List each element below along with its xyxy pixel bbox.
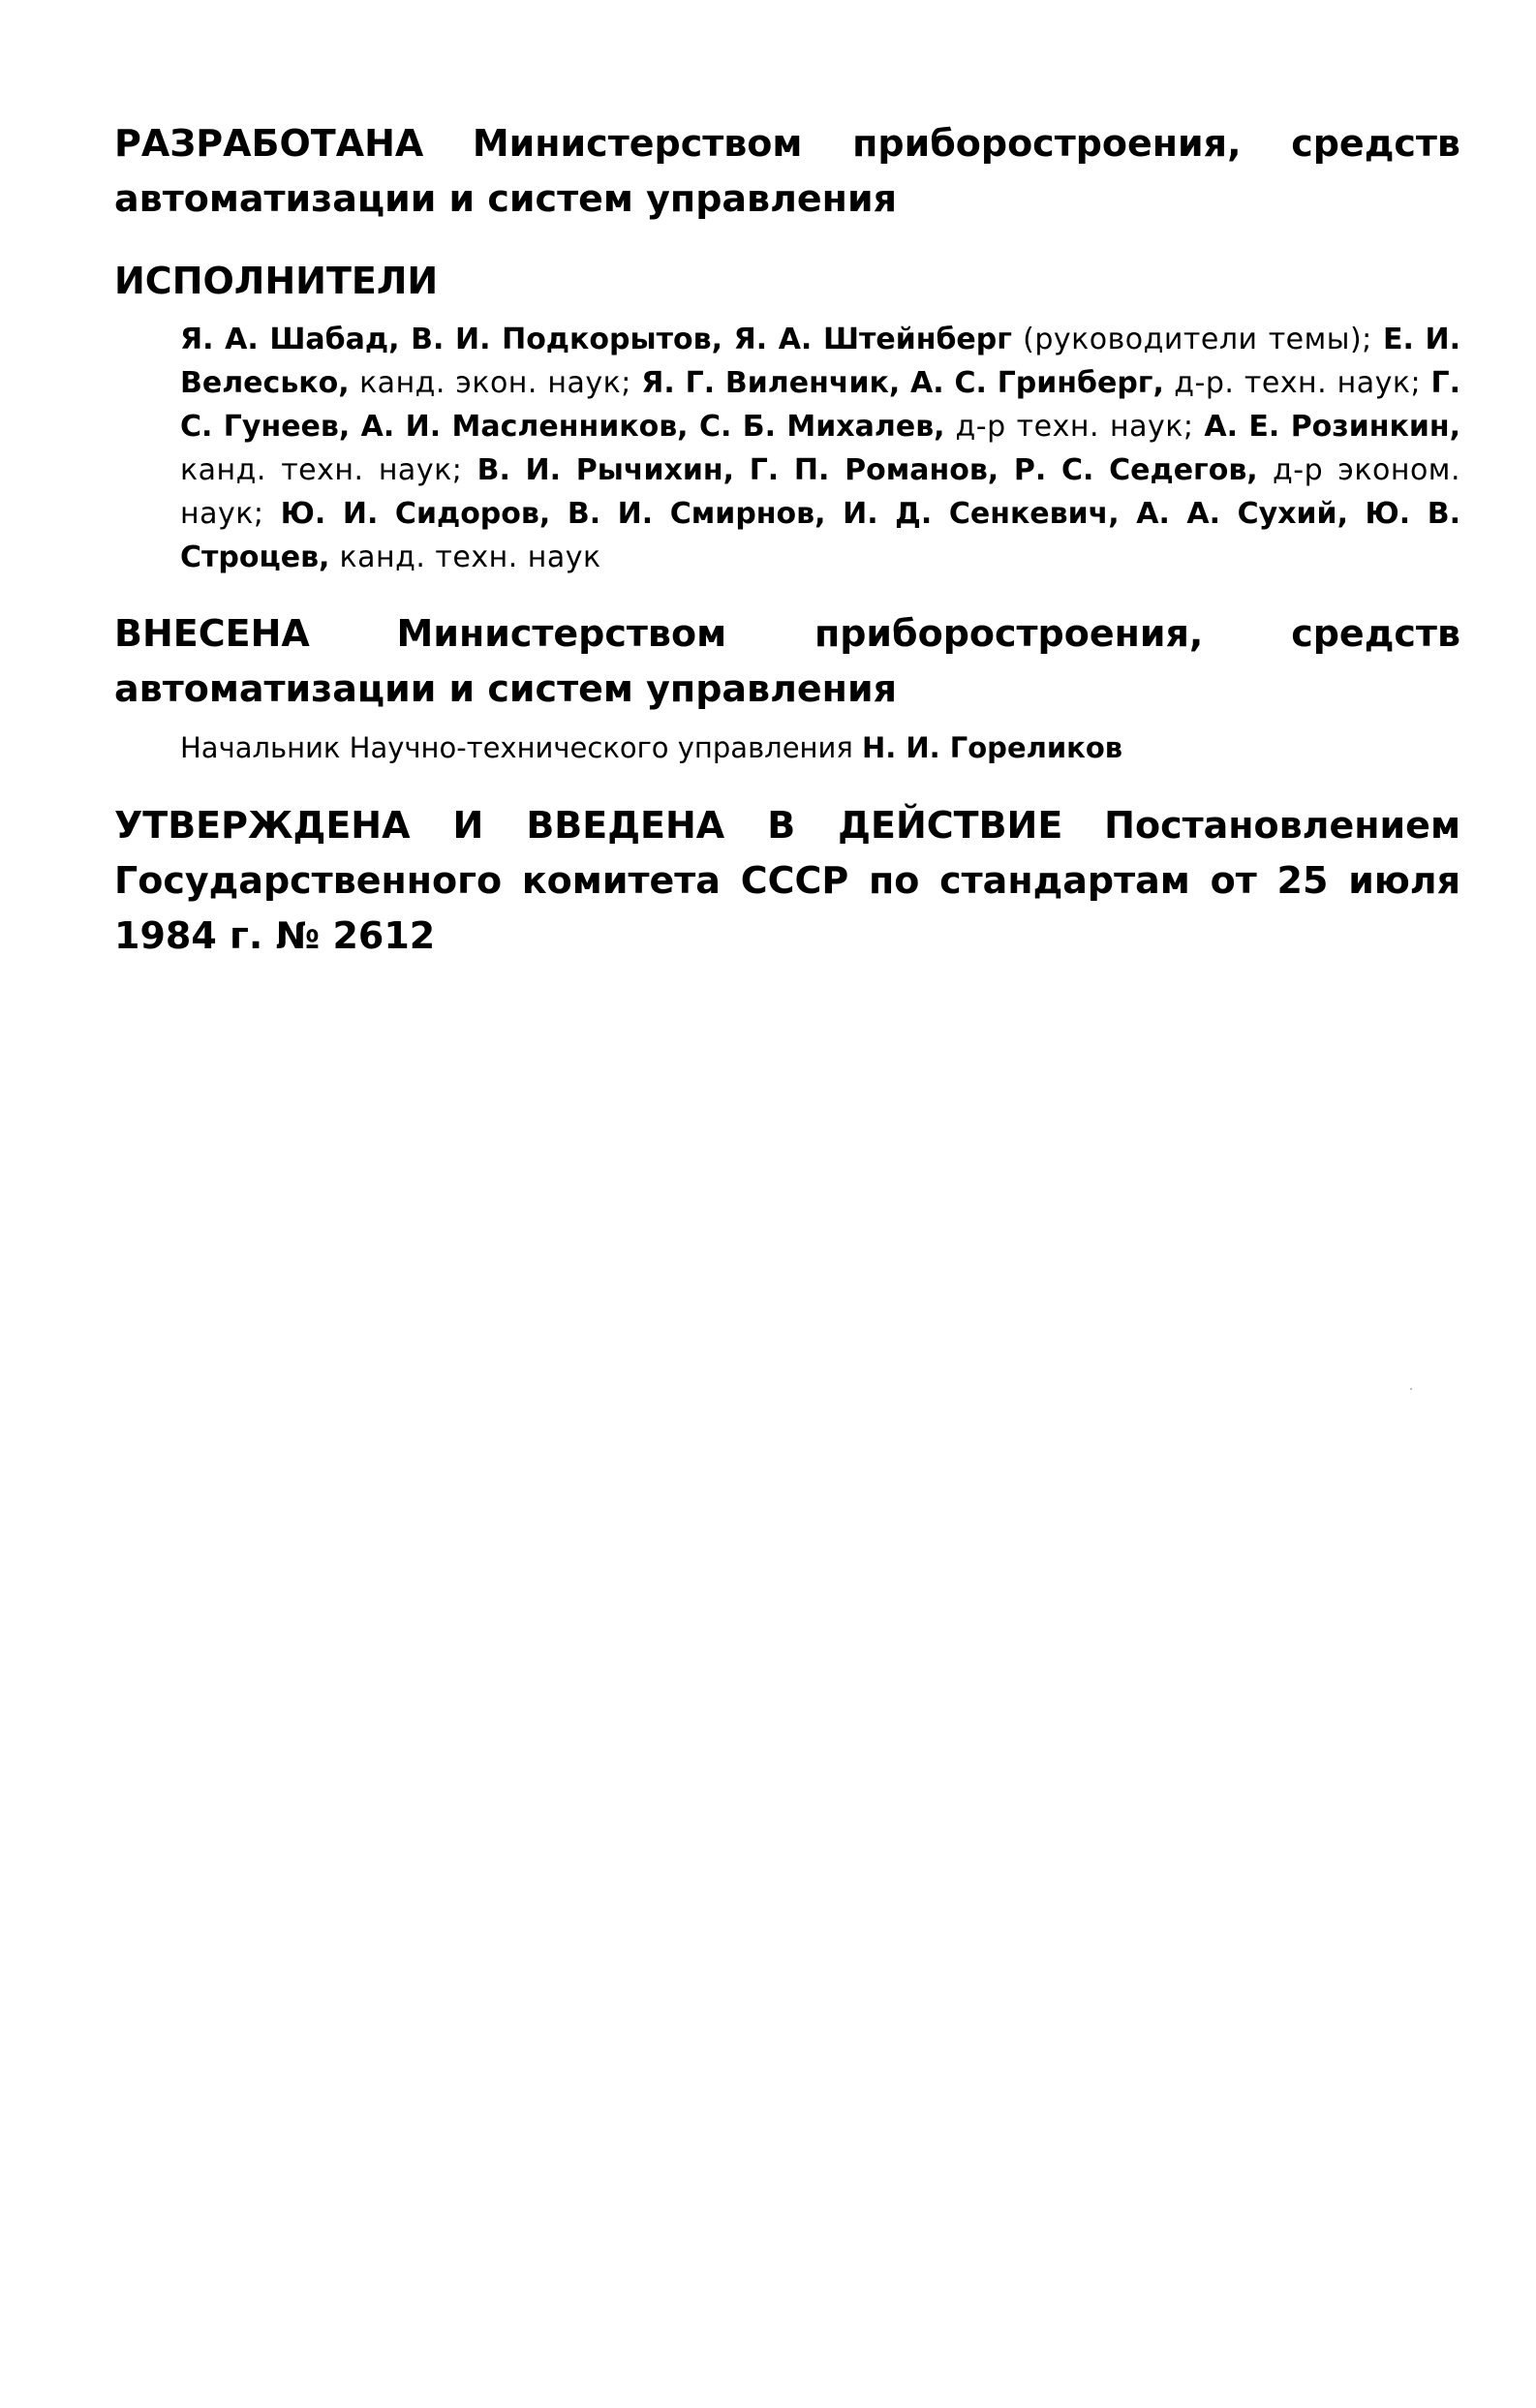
performer-degree: канд. техн. наук; — [180, 453, 477, 487]
performer-degree: канд. экон. наук; — [349, 366, 642, 400]
chief-role: Начальник Научно-технического управления — [180, 731, 853, 764]
performers-title: ИСПОЛНИТЕЛИ — [114, 260, 439, 302]
chief-line — [180, 726, 1460, 769]
approved-text: Постановлением Государственного комитета СССР по стандартам от 25 июля 1984 г. № 2612 — [114, 804, 1460, 957]
developed-text: Министерством приборостроения, средств автоматизации и систем управления — [114, 122, 1460, 220]
performer-degree: д-р техн. наук; — [944, 410, 1205, 444]
introduced-text: Министерством приборостроения, средств автоматизации и систем управления — [114, 612, 1460, 710]
approved-label: УТВЕРЖДЕНА И ВВЕДЕНА В ДЕЙСТВИЕ — [114, 804, 1063, 847]
performer-names: Я. А. Шабад, В. И. Подкорытов, Я. А. Штейнберг — [180, 323, 1012, 356]
performer-names: Я. Г. Виленчик, А. С. Гринберг, — [641, 366, 1164, 400]
document-page — [114, 116, 1460, 964]
performer-degree: д-р. техн. наук; — [1163, 366, 1431, 400]
performer-degree: д-р эконом. наук; — [180, 453, 1460, 531]
developed-label: РАЗРАБОТАНА — [114, 122, 424, 165]
performer-names: Е. И. Велесько, — [180, 323, 1460, 400]
introduced-paragraph — [114, 606, 1460, 717]
developed-paragraph — [114, 116, 1460, 227]
performer-degree: канд. техн. наук — [329, 540, 601, 574]
performers-list — [180, 318, 1460, 579]
performer-names: В. И. Рычихин, Г. П. Романов, Р. С. Седегов, — [476, 453, 1258, 487]
performer-degree: (руководители темы); — [1011, 323, 1383, 356]
chief-name: Н. И. Гореликов — [862, 731, 1123, 764]
introduced-label: ВНЕСЕНА — [114, 612, 310, 655]
approved-paragraph — [114, 798, 1460, 964]
performer-names: Г. С. Гунеев, А. И. Масленников, С. Б. Михалев, — [180, 366, 1460, 444]
scan-speck — [1410, 1388, 1412, 1390]
performer-names: Ю. И. Сидоров, В. И. Смирнов, И. Д. Сенкевич, А. А. Сухий, Ю. В. Строцев, — [180, 497, 1460, 574]
performer-names: А. Е. Розинкин, — [1204, 410, 1460, 444]
